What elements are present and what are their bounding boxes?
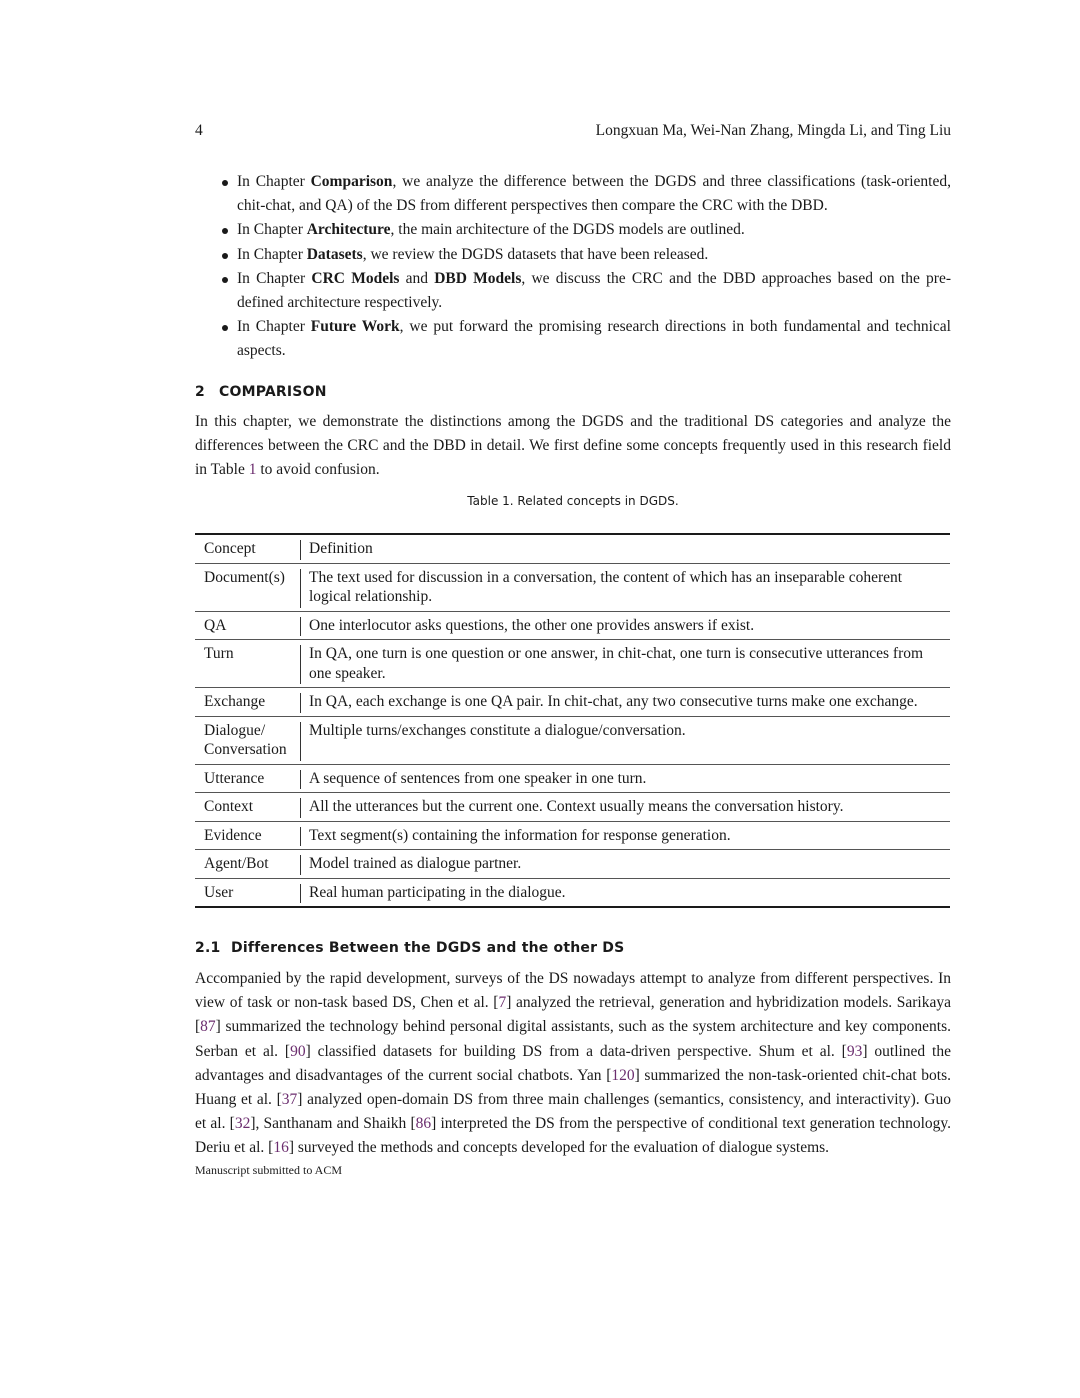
definition-cell: In QA, one turn is one question or one answer, in chit-chat, one turn is consecutive utterances from one speaker. — [300, 640, 950, 688]
chapter-name: DBD Models — [434, 269, 522, 287]
chapter-name: Comparison — [310, 173, 393, 190]
outline-item: In Chapter Architecture, the main architecture of the DGDS models are outlined. — [195, 218, 951, 242]
bullet-icon — [222, 277, 228, 283]
definition-cell: Multiple turns/exchanges constitute a dialogue/conversation. — [300, 716, 950, 764]
table-row — [195, 640, 950, 688]
citation-link[interactable]: 90 — [290, 1042, 306, 1060]
column-header-concept: Concept — [195, 534, 300, 563]
concept-cell: Exchange — [195, 688, 300, 717]
definition-cell: The text used for discussion in a conversation, the content of which has an inseparable coherent logical relationship. — [300, 563, 950, 611]
table-reference-link[interactable]: 1 — [248, 461, 257, 479]
citation-link[interactable]: 32 — [234, 1115, 251, 1133]
section-number: 2 — [195, 384, 205, 400]
table-row — [195, 764, 950, 793]
running-header — [195, 122, 951, 144]
concept-cell: Turn — [195, 640, 300, 688]
subsection-paragraph: Accompanied by the rapid development, surveys of the DS nowadays attempt to analyze from different perspectives. In view of task or non-task based DS, Chen et al. [7] analyzed the retrieval, generation and hybridization models. Sarikaya [87] summarized the technology behind personal digital assistants, such as the system architecture and key components. Serban et al. [90] classified datasets for building DS from a data-driven perspective. Shum et al. [93] outlined the advantages and disadvantages of the current social chatbots. Yan [120] summarized the non-task-oriented chit-chat bots. Huang et al. [37] analyzed open-domain DS from three main challenges (semantics, consistency, and interactivity). Guo et al. [32], Santhanam and Shaikh [86] interpreted the DS from the perspective of conditional text generation technology. Deriu et al. [16] surveyed the methods and concepts developed for the evaluation of dialogue systems. — [195, 970, 952, 1157]
concept-cell: Utterance — [195, 764, 300, 793]
concept-cell: Evidence — [195, 821, 300, 850]
section-heading — [195, 384, 327, 400]
definition-cell: Model trained as dialogue partner. — [300, 850, 950, 879]
citation-link[interactable]: 16 — [273, 1139, 289, 1157]
table-header-row — [195, 534, 950, 563]
concept-cell: Context — [195, 793, 300, 822]
definition-cell: All the utterances but the current one. Context usually means the conversation history. — [300, 793, 950, 822]
table-row — [195, 850, 950, 879]
chapter-name: Architecture — [306, 221, 391, 239]
bullet-icon — [222, 180, 228, 186]
subsection-title: Differences Between the DGDS and the other DS — [231, 940, 625, 956]
concept-cell: QA — [195, 611, 300, 640]
concepts-table — [195, 533, 950, 908]
citation-link[interactable]: 37 — [281, 1091, 298, 1109]
definition-cell: Text segment(s) containing the information for response generation. — [300, 821, 950, 850]
section-intro-paragraph: In this chapter, we demonstrate the distinctions among the DGDS and the traditional DS categories and analyze the differences between the CRC and the DBD in detail. We first define some concepts frequently used in this research field in Table 1 to avoid confusion. — [195, 413, 951, 479]
bullet-icon — [222, 228, 228, 234]
table-row — [195, 563, 950, 611]
outline-item: In Chapter Comparison, we analyze the difference between the DGDS and three classifications (task-oriented, chit-chat, and QA) of the DS from different perspectives then compare the CRC with the DBD. — [195, 170, 951, 218]
outline-item: In Chapter CRC Models and DBD Models, we discuss the CRC and the DBD approaches based on the pre-defined architecture respectively. — [195, 267, 951, 315]
manuscript-footer: Manuscript submitted to ACM — [195, 1163, 342, 1177]
concept-cell: Dialogue/ Conversation — [195, 716, 300, 764]
running-header-authors: Longxuan Ma, Wei-Nan Zhang, Mingda Li, and Ting Liu — [595, 122, 951, 139]
concept-cell: Agent/Bot — [195, 850, 300, 879]
table-row — [195, 716, 950, 764]
citation-link[interactable]: 86 — [415, 1115, 432, 1133]
definition-cell: One interlocutor asks questions, the other one provides answers if exist. — [300, 611, 950, 640]
section-title: COMPARISON — [219, 384, 327, 400]
subsection-number: 2.1 — [195, 940, 221, 956]
subsection-heading — [195, 940, 624, 956]
bullet-icon — [222, 253, 228, 259]
table-row — [195, 821, 950, 850]
table-row — [195, 793, 950, 822]
citation-link[interactable]: 93 — [846, 1042, 863, 1060]
chapter-name: Datasets — [306, 245, 363, 263]
citation-link[interactable]: 120 — [611, 1066, 635, 1084]
chapter-outline-list — [195, 170, 951, 364]
concept-cell: Document(s) — [195, 563, 300, 611]
table-row — [195, 688, 950, 717]
bullet-icon — [222, 325, 228, 331]
column-header-definition: Definition — [300, 534, 950, 563]
definition-cell: A sequence of sentences from one speaker in one turn. — [300, 764, 950, 793]
citation-link[interactable]: 7 — [498, 994, 507, 1012]
definition-cell: Real human participating in the dialogue. — [300, 878, 950, 907]
chapter-name: CRC Models — [311, 269, 400, 287]
page-number: 4 — [195, 122, 203, 139]
citation-link[interactable]: 87 — [200, 1018, 216, 1036]
outline-item: In Chapter Datasets, we review the DGDS datasets that have been released. — [195, 243, 951, 267]
table-caption: Table 1. Related concepts in DGDS. — [467, 494, 679, 508]
chapter-name: Future Work — [310, 318, 400, 336]
outline-item: In Chapter Future Work, we put forward the promising research directions in both fundamental and technical aspects. — [195, 315, 951, 363]
table-row — [195, 878, 950, 907]
table-row — [195, 611, 950, 640]
definition-cell: In QA, each exchange is one QA pair. In chit-chat, any two consecutive turns make one exchange. — [300, 688, 950, 717]
concept-cell: User — [204, 883, 234, 901]
